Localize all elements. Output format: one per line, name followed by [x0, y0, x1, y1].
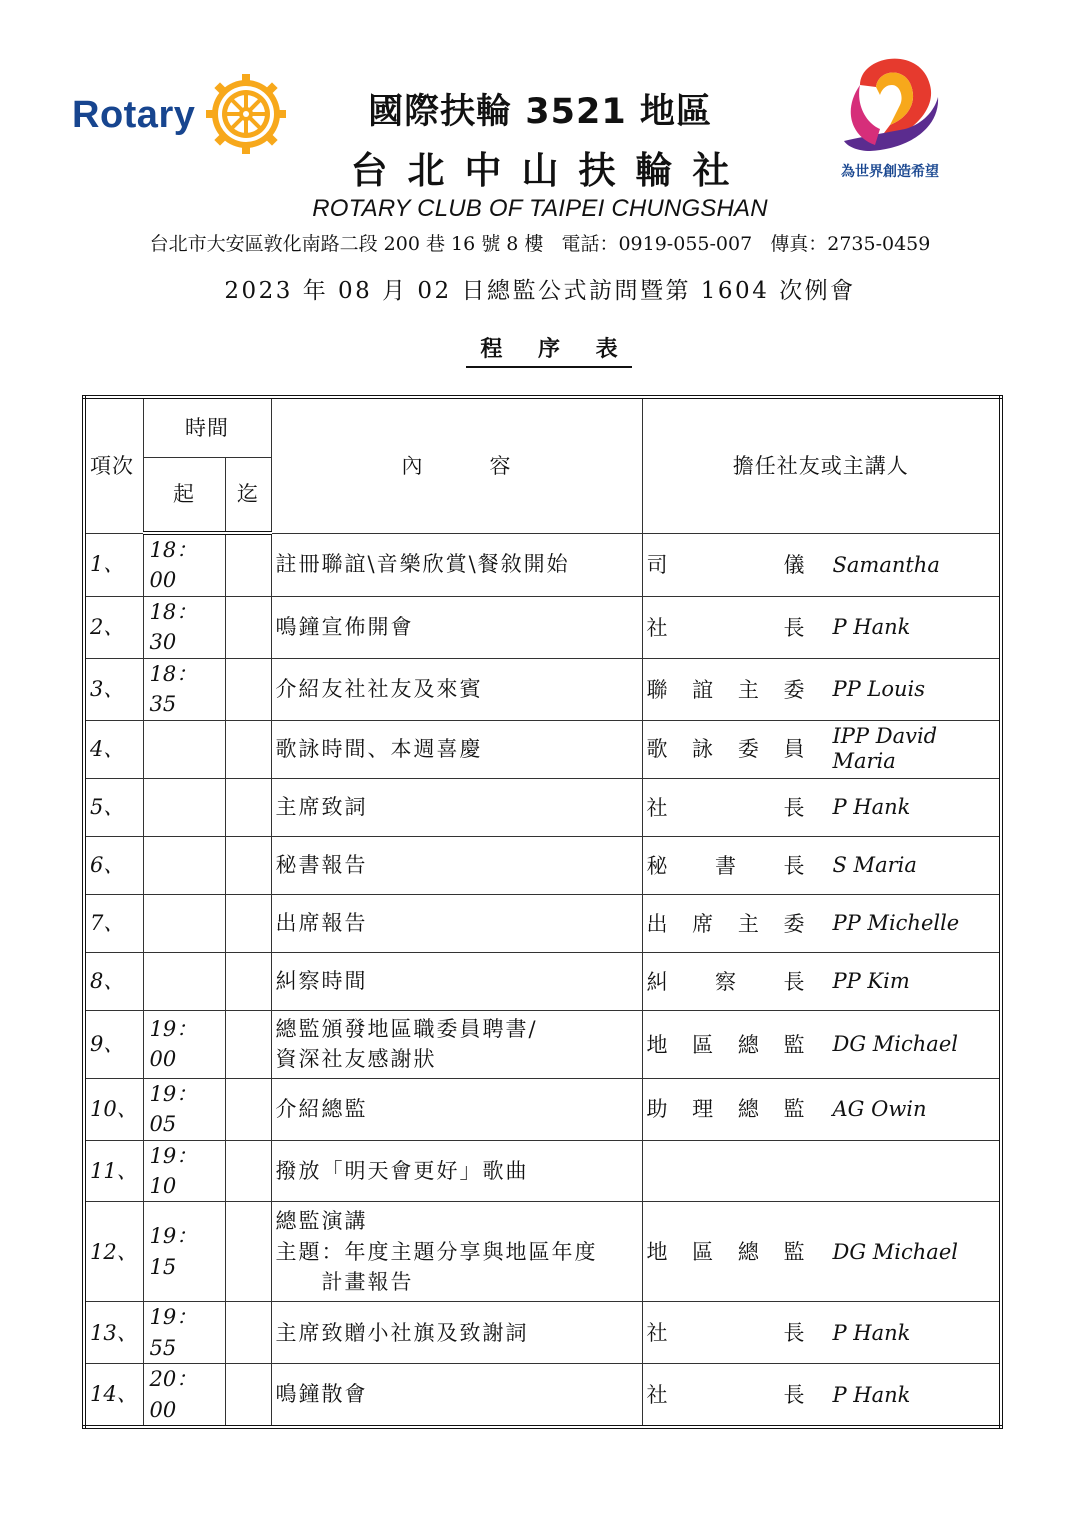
theme-caption: 為世界創造希望: [841, 164, 939, 180]
header-no: 項次: [84, 397, 143, 533]
start-time: [143, 836, 225, 894]
table-row: [84, 952, 1001, 1010]
speaker-name: [833, 677, 926, 702]
club-english-title: ROTARY CLUB OF TAIPEI CHUNGSHAN: [312, 195, 768, 222]
row-number: 4、: [84, 720, 143, 778]
content-line: 主席致贈小社旗及致謝詞: [275, 1320, 529, 1345]
speaker-line: P Hank: [832, 615, 911, 640]
row-number: 12、: [84, 1202, 143, 1302]
header-person: 擔任社友或主講人: [642, 397, 1001, 533]
content-cell: [271, 720, 642, 778]
row-number: 6、: [84, 836, 143, 894]
row-number: 13、: [84, 1302, 143, 1364]
role-title: 司儀: [646, 553, 805, 578]
person-cell: [642, 836, 1001, 894]
end-time: [225, 658, 271, 720]
start-time: 18：35: [143, 658, 225, 720]
speaker-name: [833, 795, 911, 820]
speaker-line: P Hank: [832, 795, 911, 820]
row-number: 3、: [84, 658, 143, 720]
content-line: 主題：年度主題分享與地區年度: [275, 1239, 598, 1264]
speaker-line: P Hank: [832, 1320, 911, 1345]
header-start: 起: [143, 457, 225, 533]
end-time: [225, 596, 271, 658]
table-row: [84, 1202, 1001, 1302]
speaker-name: [833, 911, 960, 936]
row-number: 9、: [84, 1010, 143, 1078]
role-title: 出席主委: [646, 911, 805, 936]
person-cell: [642, 1364, 1001, 1427]
content-line: 總監頒發地區職委員聘書/: [275, 1016, 538, 1041]
header-time: 時間: [143, 397, 271, 457]
end-time: [225, 778, 271, 836]
person-cell: [642, 1078, 1001, 1140]
start-time: 18：00: [143, 533, 225, 596]
speaker-line: IPP David: [832, 723, 938, 748]
content-cell: [271, 1364, 642, 1427]
speaker-line: Maria: [832, 749, 896, 774]
header-end: 迄: [225, 457, 271, 533]
end-time: [225, 836, 271, 894]
content-line: 介紹友社社友及來賓: [275, 676, 483, 701]
table-row: [84, 1302, 1001, 1364]
content-line: 計畫報告: [275, 1270, 414, 1295]
speaker-name: [833, 615, 911, 640]
district-title: 國際扶輪 3521 地區: [368, 92, 712, 132]
row-number: 1、: [84, 533, 143, 596]
role-title: 助理總監: [646, 1097, 805, 1122]
program-title: 程 序 表: [466, 332, 632, 368]
speaker-line: PP Louis: [832, 677, 926, 702]
role-title: 社長: [646, 1321, 805, 1346]
content-cell: [271, 1302, 642, 1364]
content-line: 歌詠時間、本週喜慶: [275, 736, 483, 761]
end-time: [225, 720, 271, 778]
content-line: 資深社友感謝狀: [275, 1047, 437, 1072]
table-row: [84, 1140, 1001, 1202]
table-row: [84, 596, 1001, 658]
table-row: [84, 1010, 1001, 1078]
content-line: 鳴鐘宣佈開會: [275, 615, 414, 640]
speaker-name: [833, 1240, 958, 1265]
person-cell: [642, 1202, 1001, 1302]
speaker-line: DG Michael: [832, 1239, 958, 1264]
role-title: 聯誼主委: [646, 677, 805, 702]
person-cell: [642, 533, 1001, 596]
speaker-line: PP Kim: [832, 969, 910, 994]
content-cell: [271, 894, 642, 952]
row-number: 2、: [84, 596, 143, 658]
start-time: 19：05: [143, 1078, 225, 1140]
content-cell: [271, 1010, 642, 1078]
table-header-row: [84, 397, 1001, 457]
speaker-line: P Hank: [832, 1382, 911, 1407]
role-title: 地區總監: [646, 1032, 805, 1057]
speaker-line: DG Michael: [832, 1032, 958, 1057]
speaker-name: [833, 1097, 927, 1122]
content-line: 出席報告: [275, 910, 368, 935]
row-number: 10、: [84, 1078, 143, 1140]
address: 台北市大安區敦化南路二段 200 巷 16 號 8 樓: [149, 233, 544, 255]
table-row: [84, 1364, 1001, 1427]
contact-line: [0, 229, 1080, 256]
schedule-table: [82, 395, 1003, 1429]
content-cell: [271, 596, 642, 658]
start-time: 18：30: [143, 596, 225, 658]
role-title: 歌詠委員: [646, 736, 805, 761]
person-cell: [642, 596, 1001, 658]
role-title: 秘書長: [646, 853, 805, 878]
start-time: 19：55: [143, 1302, 225, 1364]
row-number: 14、: [84, 1364, 143, 1427]
end-time: [225, 1364, 271, 1427]
content-cell: [271, 836, 642, 894]
row-number: 5、: [84, 778, 143, 836]
speaker-name: [833, 1321, 911, 1346]
person-cell: [642, 952, 1001, 1010]
speaker-line: AG Owin: [832, 1097, 927, 1122]
meeting-title: 2023 年 08 月 02 日總監公式訪問暨第 1604 次例會: [224, 278, 856, 304]
table-row: [84, 658, 1001, 720]
row-number: 8、: [84, 952, 143, 1010]
role-title: 社長: [646, 795, 805, 820]
start-time: 19：00: [143, 1010, 225, 1078]
content-line: 鳴鐘散會: [275, 1382, 368, 1407]
end-time: [225, 1010, 271, 1078]
role-title: 地區總監: [646, 1240, 805, 1265]
end-time: [225, 1202, 271, 1302]
club-title: 台北中山扶輪社: [350, 149, 750, 192]
rotary-logo-text: Rotary: [72, 94, 196, 136]
start-time: 19：10: [143, 1140, 225, 1202]
start-time: [143, 894, 225, 952]
end-time: [225, 1140, 271, 1202]
start-time: [143, 778, 225, 836]
role-title: 社長: [646, 1383, 805, 1408]
speaker-line: S Maria: [832, 853, 917, 878]
content-cell: [271, 778, 642, 836]
speaker-name: [833, 969, 910, 994]
end-time: [225, 894, 271, 952]
content-cell: [271, 952, 642, 1010]
role-title: 糾察長: [646, 969, 805, 994]
person-cell: [642, 1140, 1001, 1202]
content-line: 撥放「明天會更好」歌曲: [275, 1158, 529, 1183]
table-row: [84, 894, 1001, 952]
start-time: 20：00: [143, 1364, 225, 1427]
person-cell: [642, 720, 1001, 778]
person-cell: [642, 894, 1001, 952]
speaker-line: PP Michelle: [832, 911, 960, 936]
speaker-name: [833, 1032, 958, 1057]
speaker-name: [833, 1383, 911, 1408]
header-content: 內 容: [271, 397, 642, 533]
table-row: [84, 720, 1001, 778]
content-line: 註冊聯誼\音樂欣賞\餐敘開始: [275, 552, 570, 577]
fax: 傳真：2735-0459: [770, 233, 931, 255]
content-cell: [271, 533, 642, 596]
table-row: [84, 1078, 1001, 1140]
end-time: [225, 1078, 271, 1140]
speaker-line: Samantha: [832, 552, 940, 577]
content-line: 秘書報告: [275, 852, 368, 877]
start-time: 19：15: [143, 1202, 225, 1302]
table-row: [84, 533, 1001, 596]
content-line: 糾察時間: [275, 968, 368, 993]
phone: 電話：0919-055-007: [561, 233, 753, 255]
content-line: 主席致詞: [275, 794, 368, 819]
content-line: 總監演講: [275, 1209, 368, 1234]
row-number: 11、: [84, 1140, 143, 1202]
end-time: [225, 533, 271, 596]
start-time: [143, 952, 225, 1010]
content-cell: [271, 658, 642, 720]
person-cell: [642, 658, 1001, 720]
table-row: [84, 836, 1001, 894]
person-cell: [642, 778, 1001, 836]
speaker-name: [833, 724, 938, 774]
role-title: 社長: [646, 615, 805, 640]
row-number: 7、: [84, 894, 143, 952]
content-cell: [271, 1202, 642, 1302]
content-cell: [271, 1140, 642, 1202]
end-time: [225, 952, 271, 1010]
content-line: 介紹總監: [275, 1096, 368, 1121]
speaker-name: [833, 853, 917, 878]
end-time: [225, 1302, 271, 1364]
person-cell: [642, 1302, 1001, 1364]
content-cell: [271, 1078, 642, 1140]
speaker-name: [833, 553, 940, 578]
table-row: [84, 778, 1001, 836]
start-time: [143, 720, 225, 778]
person-cell: [642, 1010, 1001, 1078]
